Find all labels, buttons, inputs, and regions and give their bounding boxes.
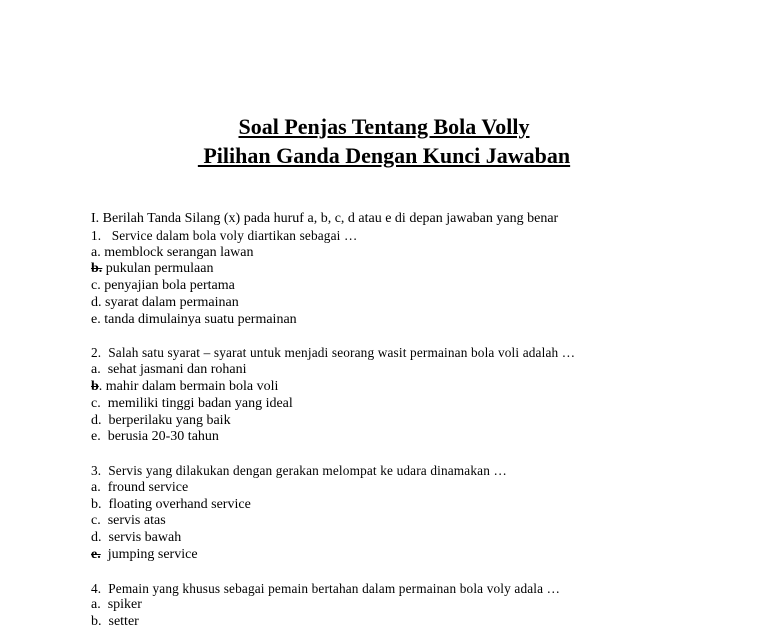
question-2-option-c — [91, 396, 751, 413]
question-3-option-a — [91, 480, 751, 497]
question-4-option-a — [91, 597, 751, 614]
option-letter: d. — [91, 412, 102, 428]
document-title: Soal Penjas Tentang Bola Volly — [238, 114, 530, 139]
option-text: servis atas — [100, 513, 166, 529]
question-1-option-e — [91, 312, 751, 329]
option-letter: c. — [91, 278, 101, 294]
question-1-option-b — [91, 261, 751, 278]
question-1-text: 1. Service dalam bola voly diartikan sebagai … — [91, 227, 358, 243]
option-letter: c. — [91, 395, 101, 411]
instruction-text: I. Berilah Tanda Silang (x) pada huruf a, b, c, d atau e di depan jawaban yang benar — [91, 211, 559, 226]
option-text: spiker — [100, 597, 142, 613]
question-3-option-c — [91, 513, 751, 530]
question-3-option-b — [91, 497, 751, 514]
option-letter: a. — [91, 479, 101, 495]
option-text: penyajian bola pertama — [100, 278, 235, 294]
question-spacer — [91, 564, 751, 581]
option-letter: e. — [91, 311, 101, 327]
answer-mark: b. — [91, 261, 103, 277]
option-letter: b. — [91, 496, 102, 512]
question-3-option-e — [91, 547, 751, 564]
option-letter: b. — [91, 614, 102, 630]
option-text: syarat dalam permainan — [101, 294, 239, 310]
option-text: jumping service — [100, 546, 198, 562]
question-1-option-c — [91, 278, 751, 295]
question-3-option-d — [91, 530, 751, 547]
question-spacer — [91, 329, 751, 346]
option-letter: c. — [91, 513, 101, 529]
question-4-text: 4. Pemain yang khusus sebagai pemain bertahan dalam permainan bola voly adala … — [91, 580, 561, 596]
question-spacer — [91, 446, 751, 463]
option-text: pukulan permulaan — [102, 261, 214, 277]
question-1-option-d — [91, 295, 751, 312]
answer-mark: e. — [91, 546, 101, 562]
option-text: setter — [101, 614, 139, 630]
question-list — [91, 211, 751, 631]
answer-mark: b — [91, 378, 99, 394]
question-3-text: 3. Servis yang dilakukan dengan gerakan melompat ke udara dinamakan … — [91, 462, 507, 478]
document-subtitle: Pilihan Ganda Dengan Kunci Jawaban — [197, 143, 571, 168]
question-2-text: 2. Salah satu syarat – syarat untuk menjadi seorang wasit permainan bola voli adalah … — [91, 345, 576, 361]
option-letter: a. — [91, 244, 101, 260]
option-letter: d. — [91, 294, 102, 310]
option-text: berperilaku yang baik — [101, 412, 231, 428]
option-text: fround service — [100, 479, 189, 495]
option-text: . mahir dalam bermain bola voli — [98, 378, 279, 394]
option-text: berusia 20-30 tahun — [100, 429, 219, 445]
option-text: tanda dimulainya suatu permainan — [100, 311, 297, 327]
question-4-option-b — [91, 614, 751, 631]
question-2-option-a — [91, 362, 751, 379]
option-text: floating overhand service — [101, 496, 251, 512]
option-letter: e. — [91, 429, 101, 445]
option-letter: d. — [91, 530, 102, 546]
question-2-option-e — [91, 429, 751, 446]
option-text: memiliki tinggi badan yang ideal — [100, 395, 293, 411]
option-text: memblock serangan lawan — [100, 244, 254, 260]
option-text: servis bawah — [101, 530, 182, 546]
option-text: sehat jasmani dan rohani — [100, 362, 247, 378]
question-2-option-b — [91, 379, 751, 396]
option-letter: a. — [91, 597, 101, 613]
question-2-option-d — [91, 413, 751, 430]
option-letter: a. — [91, 362, 101, 378]
question-1-option-a — [91, 245, 751, 262]
